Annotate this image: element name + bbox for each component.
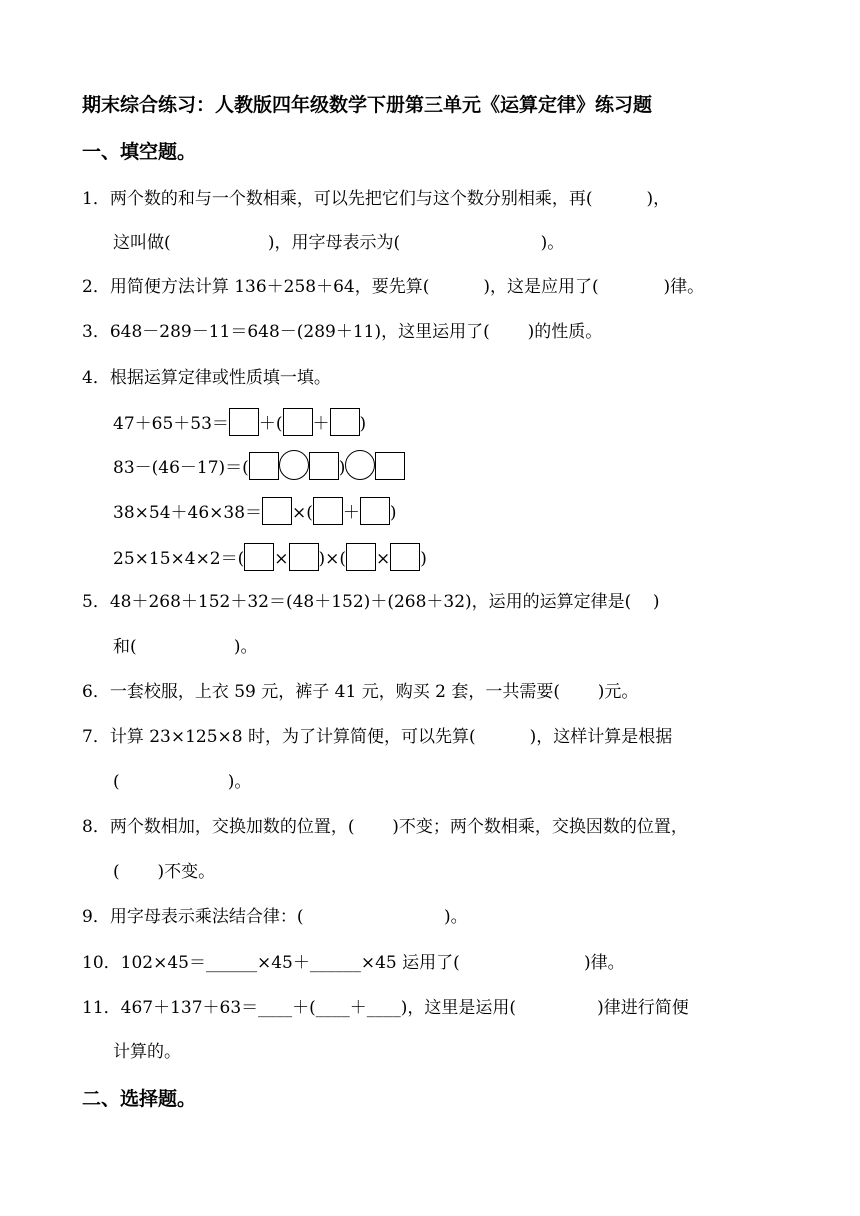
- q4-row-4-text-a: 25×15×4×2＝(: [113, 549, 245, 569]
- operator-circle[interactable]: [279, 450, 309, 480]
- answer-box[interactable]: [309, 452, 339, 480]
- section-fill-blank-heading: 一、填空题。: [82, 141, 197, 163]
- answer-box[interactable]: [244, 543, 274, 571]
- q4-row-4-text-e: ): [420, 549, 427, 569]
- answer-box[interactable]: [360, 497, 390, 525]
- q4-row-3-text-a: 38×54＋46×38＝: [113, 503, 263, 523]
- question-11-line-2: 计算的。: [113, 1042, 181, 1062]
- question-8-line-1: 8．两个数相加，交换加数的位置，( )不变；两个数相乘，交换因数的位置，: [82, 817, 688, 837]
- answer-box[interactable]: [229, 408, 259, 436]
- question-5-line-1: 5．48＋268＋152＋32＝(48＋152)＋(268＋32)，运用的运算定律是( ): [82, 592, 660, 612]
- q4-row-3-text-c: ＋: [342, 503, 360, 523]
- question-10: 10．102×45＝______×45＋______×45 运用了( )律。: [82, 953, 625, 973]
- question-1-line-2: 这叫做( )，用字母表示为( )。: [113, 233, 565, 253]
- q4-row-2-text-b: ): [338, 458, 346, 478]
- operator-circle[interactable]: [345, 450, 375, 480]
- worksheet-title: 期末综合练习：人教版四年级数学下册第三单元《运算定律》练习题: [82, 94, 653, 116]
- answer-box[interactable]: [249, 452, 279, 480]
- question-4: 4．根据运算定律或性质填一填。: [82, 368, 331, 388]
- answer-box[interactable]: [313, 497, 343, 525]
- answer-box[interactable]: [330, 408, 360, 436]
- q4-row-3-text-d: ): [389, 503, 397, 523]
- q4-row-3-text-b: ×(: [292, 503, 313, 523]
- q4-row-4-text-b: ×: [274, 549, 289, 569]
- q4-row-1: [113, 402, 366, 436]
- question-8-line-2: ( )不变。: [113, 862, 216, 882]
- question-3: 3．648－289－11＝648－(289＋11)，这里运用了( )的性质。: [82, 322, 603, 342]
- answer-box[interactable]: [289, 543, 319, 571]
- q4-row-2: [113, 446, 405, 480]
- q4-row-1-text-a: 47＋65＋53＝: [113, 414, 229, 434]
- question-9: 9．用字母表示乘法结合律：( )。: [82, 907, 468, 927]
- question-2: 2．用简便方法计算 136＋258＋64，要先算( )，这是应用了( )律。: [82, 277, 705, 297]
- answer-box[interactable]: [390, 543, 420, 571]
- q4-row-4-text-c: )×(: [318, 549, 347, 569]
- q4-row-3: [113, 491, 397, 525]
- q4-row-2-text-a: 83－(46－17)＝(: [113, 458, 249, 478]
- q4-row-4-text-d: ×: [376, 549, 391, 569]
- question-5-line-2: 和( )。: [113, 637, 258, 657]
- q4-row-1-text-b: ＋(: [258, 414, 283, 434]
- question-11-line-1: 11．467＋137＋63＝____＋(____＋____)，这里是运用( )律进行简便: [82, 998, 689, 1018]
- answer-box[interactable]: [262, 497, 292, 525]
- section-choice-heading: 二、选择题。: [82, 1088, 197, 1110]
- answer-box[interactable]: [283, 408, 313, 436]
- answer-box[interactable]: [346, 543, 376, 571]
- question-1-line-1: 1．两个数的和与一个数相乘，可以先把它们与这个数分别相乘，再( )，: [82, 189, 671, 209]
- q4-row-4: [113, 537, 427, 571]
- question-7-line-1: 7．计算 23×125×8 时，为了计算简便，可以先算( )，这样计算是根据: [82, 727, 673, 747]
- answer-box[interactable]: [375, 452, 405, 480]
- q4-row-1-text-c: ＋: [312, 414, 330, 434]
- question-6: 6．一套校服，上衣 59 元，裤子 41 元，购买 2 套，一共需要( )元。: [82, 682, 639, 702]
- question-7-line-2: ( )。: [113, 772, 252, 792]
- q4-row-1-text-d: ): [359, 414, 367, 434]
